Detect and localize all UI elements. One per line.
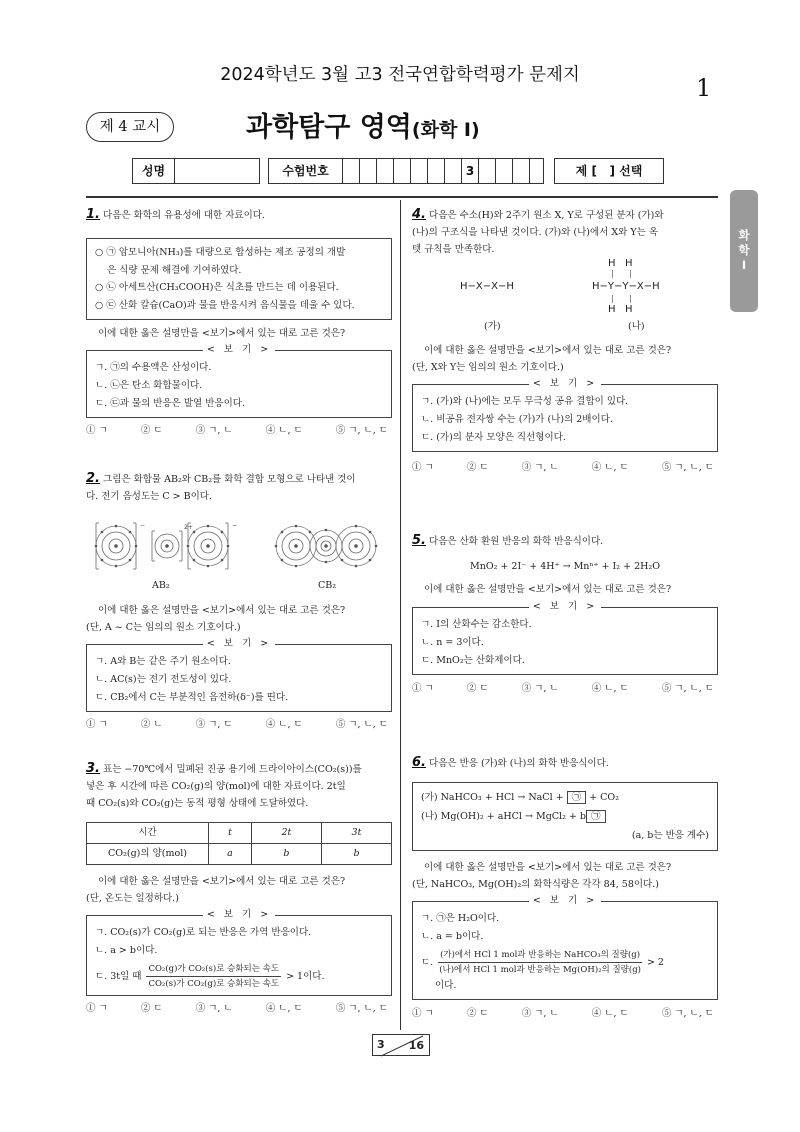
answer-choices [412, 681, 718, 697]
question-prompt: 이에 대한 옳은 설명만을 <보기>에서 있는 대로 고른 것은? [98, 605, 346, 616]
subject-side-tab [730, 190, 758, 312]
bogi-box [412, 895, 718, 1000]
question-stem: 텟 규칙을 만족한다. [412, 244, 495, 255]
choice-2[interactable]: ② ㄴ [140, 719, 163, 730]
exam-number-cell[interactable] [530, 159, 543, 183]
exam-number-cell[interactable] [428, 159, 445, 183]
bogi-item: ㄷ. MnO₂는 산화제이다. [421, 655, 525, 666]
bogi-item: ㄴ. ㉡은 탄소 화합물이다. [95, 380, 203, 391]
session-badge: 제 4 교시 [86, 112, 174, 142]
bogi-item: ㄱ. ㉠은 H₂O이다. [421, 913, 500, 924]
side-tab-char: 학 [738, 243, 750, 257]
table-header: 시간 [87, 823, 209, 844]
choice-2[interactable]: ② ㄷ [466, 1008, 489, 1019]
question-note: (단, NaHCO₃, Mg(OH)₂의 화학식량은 각각 84, 58이다.) [412, 879, 659, 890]
table-row-label: CO₂(g)의 양(mol) [87, 844, 209, 865]
label-cb2: CB₂ [318, 580, 337, 591]
data-item: ○ ㉢ 산화 칼슘(CaO)과 물을 반응시켜 음식물을 데울 수 있다. [95, 299, 355, 311]
choice-3[interactable]: ③ ㄱ, ㄷ [195, 719, 233, 730]
bond-lines-top: | | [611, 269, 632, 278]
question-note: (단, 온도는 일정하다.) [86, 893, 179, 904]
bogi-item: ㄱ. A와 B는 같은 주기 원소이다. [95, 656, 231, 667]
bond-model-figure [86, 517, 392, 575]
side-tab-char: 화 [738, 228, 750, 242]
name-field[interactable] [132, 158, 260, 184]
label-na: (나) [628, 321, 645, 332]
question-4 [412, 206, 718, 476]
bogi-title: < 보 기 > [529, 378, 601, 389]
data-item: ○ ㉡ 아세트산(CH₃COOH)은 식초를 만드는 데 이용된다. [95, 282, 339, 293]
question-5 [412, 532, 718, 697]
question-number: 2. [86, 471, 100, 486]
question-stem: 넣은 후 시간에 따른 CO₂(g)의 양(mol)에 대한 자료이다. 2t일 [86, 781, 346, 792]
answer-choices [412, 1006, 718, 1022]
exam-number-cell[interactable] [343, 159, 360, 183]
table-cell: b [251, 844, 321, 865]
bond-lines-bottom: | | [611, 294, 632, 303]
choice-1[interactable]: ① ㄱ [412, 683, 434, 694]
choice-4[interactable]: ④ ㄴ, ㄷ [591, 462, 629, 473]
subject-sub: (화학 Ⅰ) [411, 119, 480, 141]
bogi-item: ㄱ. I의 산화수는 감소한다. [421, 619, 532, 630]
exam-number-fixed-digit: 3 [462, 159, 479, 183]
fraction-denominator: (나)에서 HCl 1 mol과 반응하는 Mg(OH)₂의 질량(g) [439, 965, 641, 975]
choice-2[interactable]: ② ㄷ [140, 1003, 163, 1014]
exam-number-cell[interactable] [377, 159, 394, 183]
question-stem: 다. 전기 음성도는 C > B이다. [86, 491, 212, 502]
choice-1[interactable]: ① ㄱ [412, 462, 434, 473]
bogi-item-lead: ㄷ. 3t일 때 [95, 970, 142, 982]
exam-number-cell[interactable] [360, 159, 377, 183]
choice-3[interactable]: ③ ㄱ, ㄴ [521, 462, 559, 473]
question-stem: 그림은 화합물 AB₂와 CB₂를 화학 결합 모형으로 나타낸 것이 [103, 474, 356, 485]
bogi-item-tail: > 2 [646, 956, 664, 968]
bogi-item [421, 948, 709, 977]
name-label: 성명 [133, 159, 175, 183]
exam-number-cell[interactable] [496, 159, 513, 183]
question-number: 3. [86, 761, 100, 776]
choice-4[interactable]: ④ ㄴ, ㄷ [591, 1008, 629, 1019]
question-stem: 다음은 산화 환원 반응의 화학 반응식이다. [429, 536, 604, 547]
data-box [86, 238, 392, 320]
bogi-item: ㄱ. (가)와 (나)에는 모두 무극성 공유 결합이 있다. [421, 396, 629, 407]
bogi-item-tail: > 1이다. [286, 970, 325, 982]
bogi-title: < 보 기 > [203, 909, 275, 920]
h-atoms-bottom: H H [608, 304, 633, 315]
choice-3[interactable]: ③ ㄱ, ㄴ [521, 1008, 559, 1019]
equation-box [412, 782, 718, 851]
data-item: 은 식량 문제 해결에 기여하였다. [107, 264, 242, 276]
structure-ga: H−X−X−H [460, 281, 514, 292]
page-counter [372, 1034, 430, 1056]
bogi-item: ㄴ. AC(s)는 전기 전도성이 있다. [95, 674, 232, 685]
bogi-item: ㄴ. n = 3이다. [421, 637, 484, 648]
bogi-title: < 보 기 > [203, 344, 275, 355]
question-stem: 다음은 수소(H)와 2주기 원소 X, Y로 구성된 분자 (가)와 [429, 210, 664, 221]
question-stem: 때 CO₂(s)와 CO₂(g)는 동적 평형 상태에 도달하였다. [86, 798, 309, 809]
label-ga: (가) [484, 321, 501, 332]
choice-4[interactable]: ④ ㄴ, ㄷ [265, 1003, 303, 1014]
fraction [437, 948, 643, 977]
answer-choices [86, 717, 392, 733]
question-note: (단, X와 Y는 임의의 원소 기호이다.) [412, 362, 564, 373]
fraction-numerator: CO₂(g)가 CO₂(s)로 승화되는 속도 [146, 962, 281, 977]
coefficient-note: (a, b는 반응 계수) [631, 830, 709, 841]
choice-4[interactable]: ④ ㄴ, ㄷ [265, 719, 303, 730]
bogi-box [412, 378, 718, 452]
bogi-item: ㄴ. 비공유 전자쌍 수는 (가)가 (나)의 2배이다. [421, 414, 613, 425]
choice-2[interactable]: ② ㄷ [466, 462, 489, 473]
choice-2[interactable]: ② ㄷ [140, 425, 163, 436]
fraction [146, 962, 281, 991]
header-divider [86, 196, 718, 198]
bogi-item [95, 962, 383, 991]
choice-5[interactable]: ⑤ ㄱ, ㄴ, ㄷ [335, 1003, 388, 1014]
bogi-item: ㄷ. CB₂에서 C는 부분적인 음전하(δ⁻)를 띤다. [95, 692, 289, 703]
bogi-title: < 보 기 > [529, 895, 601, 906]
page-number: 1 [696, 74, 712, 102]
h-atoms-top: H H [608, 258, 633, 269]
bogi-item: ㄱ. ㉠의 수용액은 산성이다. [95, 362, 212, 373]
choice-1[interactable]: ① ㄱ [86, 425, 108, 436]
svg-text:2+: 2+ [184, 524, 193, 531]
question-stem: 다음은 화학의 유용성에 대한 자료이다. [103, 210, 265, 221]
table-header: t [209, 823, 252, 844]
answer-choices [412, 460, 718, 476]
answer-choices [86, 423, 392, 439]
table-cell: a [209, 844, 252, 865]
question-3 [86, 760, 392, 1017]
data-table [86, 822, 392, 865]
choice-2[interactable]: ② ㄷ [466, 683, 489, 694]
choice-4[interactable]: ④ ㄴ, ㄷ [591, 683, 629, 694]
table-header: 3t [321, 823, 391, 844]
table-cell: b [321, 844, 391, 865]
question-prompt: 이에 대한 옳은 설명만을 <보기>에서 있는 대로 고른 것은? [98, 328, 346, 339]
exam-title: 2024학년도 3월 고3 전국연합학력평가 문제지 [220, 65, 580, 85]
subject-title [246, 107, 480, 149]
total-pages: 16 [408, 1038, 424, 1052]
choice-5[interactable]: ⑤ ㄱ, ㄴ, ㄷ [335, 719, 388, 730]
question-stem: 표는 −70℃에서 밀폐된 진공 용기에 드라이아이스(CO₂(s))를 [103, 764, 362, 775]
equation-na: (나) Mg(OH)₂ + aHCl → MgCl₂ + b [421, 811, 586, 822]
question-2 [86, 470, 392, 733]
fraction-denominator: CO₂(s)가 CO₂(g)로 승화되는 속도 [148, 979, 280, 989]
question-number: 5. [412, 533, 426, 548]
column-divider [400, 200, 401, 1030]
fraction-numerator: (가)에서 HCl 1 mol과 반응하는 NaHCO₃의 질량(g) [438, 948, 642, 963]
choice-5[interactable]: ⑤ ㄱ, ㄴ, ㄷ [335, 425, 388, 436]
exam-number-cell[interactable] [394, 159, 411, 183]
exam-number-cell[interactable] [411, 159, 428, 183]
question-1 [86, 206, 392, 439]
bogi-item-lead: ㄷ. [421, 956, 434, 968]
exam-number-cell[interactable] [479, 159, 496, 183]
question-number: 1. [86, 207, 100, 222]
bogi-box [86, 909, 392, 996]
svg-text:−: − [232, 522, 238, 529]
blank-box: ㉠ [586, 810, 606, 823]
label-ab2: AB₂ [152, 580, 170, 591]
question-number: 6. [412, 755, 426, 770]
exam-number-field[interactable] [268, 158, 544, 184]
question-note: (단, A ~ C는 임의의 원소 기호이다.) [86, 622, 241, 633]
bogi-item: ㄴ. a = b이다. [421, 931, 484, 942]
name-input[interactable] [175, 159, 259, 183]
equation-ga: (가) NaHCO₃ + HCl → NaCl + [421, 792, 564, 803]
equation-ga-tail: + CO₂ [589, 792, 620, 803]
reaction-equation: MnO₂ + 2I⁻ + 4H⁺ → Mnⁿ⁺ + I₂ + 2H₂O [469, 561, 661, 572]
bogi-title: < 보 기 > [529, 601, 601, 612]
question-prompt: 이에 대한 옳은 설명만을 <보기>에서 있는 대로 고른 것은? [424, 345, 672, 356]
svg-text:−: − [140, 522, 146, 529]
answer-choices [86, 1001, 392, 1017]
structure-na: H−Y−Y−X−H [592, 281, 660, 292]
question-stem: (나)의 구조식을 나타낸 것이다. (가)와 (나)에서 X와 Y는 옥 [412, 227, 658, 238]
side-tab-char: Ⅰ [741, 258, 747, 272]
choice-5[interactable]: ⑤ ㄱ, ㄴ, ㄷ [661, 683, 714, 694]
selection-label: 제 [ ] 선택 [575, 163, 643, 178]
table-header: 2t [251, 823, 321, 844]
bogi-item-end: 이다. [435, 980, 457, 991]
choice-3[interactable]: ③ ㄱ, ㄴ [195, 425, 233, 436]
bogi-item: ㄱ. CO₂(s)가 CO₂(g)로 되는 반응은 가역 반응이다. [95, 927, 312, 938]
bogi-box [86, 344, 392, 418]
choice-1[interactable]: ① ㄱ [86, 1003, 108, 1014]
data-item: ○ ㉠ 암모니아(NH₃)를 대량으로 합성하는 제조 공정의 개발 [95, 247, 346, 258]
question-number: 4. [412, 207, 426, 222]
question-stem: 다음은 반응 (가)와 (나)의 화학 반응식이다. [429, 758, 609, 769]
question-prompt: 이에 대한 옳은 설명만을 <보기>에서 있는 대로 고른 것은? [424, 584, 672, 595]
choice-4[interactable]: ④ ㄴ, ㄷ [265, 425, 303, 436]
structural-formulas [412, 258, 718, 336]
exam-number-cell[interactable] [445, 159, 462, 183]
current-page: 3 [377, 1038, 385, 1051]
bogi-box [412, 601, 718, 675]
choice-3[interactable]: ③ ㄱ, ㄴ [195, 1003, 233, 1014]
question-prompt: 이에 대한 옳은 설명만을 <보기>에서 있는 대로 고른 것은? [98, 876, 346, 887]
question-prompt: 이에 대한 옳은 설명만을 <보기>에서 있는 대로 고른 것은? [424, 862, 672, 873]
choice-5[interactable]: ⑤ ㄱ, ㄴ, ㄷ [661, 1008, 714, 1019]
blank-box: ㉠ [567, 791, 587, 804]
bogi-item: ㄷ. (가)의 분자 모양은 직선형이다. [421, 432, 566, 443]
subject-main: 과학탐구 영역 [246, 112, 412, 143]
exam-number-cell[interactable] [513, 159, 530, 183]
choice-5[interactable]: ⑤ ㄱ, ㄴ, ㄷ [661, 462, 714, 473]
choice-3[interactable]: ③ ㄱ, ㄴ [521, 683, 559, 694]
bogi-item: ㄷ. ㉢과 물의 반응은 발열 반응이다. [95, 398, 245, 409]
choice-1[interactable]: ① ㄱ [86, 719, 108, 730]
exam-number-label: 수험번호 [269, 159, 343, 183]
bogi-title: < 보 기 > [203, 638, 275, 649]
question-6 [412, 754, 718, 1022]
bogi-item: ㄴ. a > b이다. [95, 945, 158, 956]
bogi-box [86, 638, 392, 712]
selection-field[interactable] [554, 158, 664, 184]
choice-1[interactable]: ① ㄱ [412, 1008, 434, 1019]
